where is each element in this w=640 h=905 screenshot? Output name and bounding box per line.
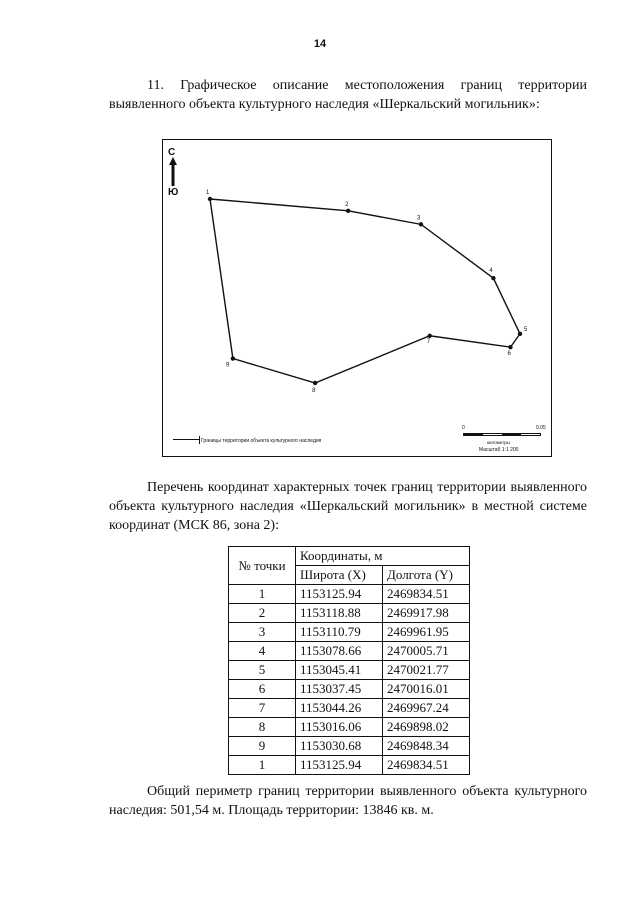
boundary-vertex: [231, 356, 235, 360]
scale-bar: [463, 433, 541, 436]
boundary-vertex: [419, 222, 423, 226]
cell-latitude: 1153125.94: [296, 756, 383, 775]
cell-latitude: 1153030.68: [296, 737, 383, 756]
boundary-vertex: [313, 381, 317, 385]
cell-point-number: 6: [229, 680, 296, 699]
table-row: [229, 680, 470, 699]
cell-latitude: 1153044.26: [296, 699, 383, 718]
cell-point-number: 7: [229, 699, 296, 718]
vertex-label: 5: [524, 326, 528, 333]
scale-unit: километры: [487, 440, 510, 445]
cell-latitude: 1153037.45: [296, 680, 383, 699]
cell-latitude: 1153016.06: [296, 718, 383, 737]
territory-boundary: [210, 199, 520, 383]
vertex-label: 2: [345, 201, 349, 208]
table-row: [229, 661, 470, 680]
cell-point-number: 9: [229, 737, 296, 756]
perimeter-area-summary: Общий периметр границ территории выявленного объекта культурного наследия: 501,54 м. Площадь территории: 13846 кв. м.: [109, 784, 587, 818]
vertex-label: 6: [507, 351, 511, 358]
cell-latitude: 1153078.66: [296, 642, 383, 661]
cell-latitude: 1153118.88: [296, 604, 383, 623]
legend-line-icon: [173, 439, 199, 440]
boundary-vertex: [208, 197, 212, 201]
coordinates-table: [228, 546, 470, 775]
vertex-label: 8: [312, 388, 316, 394]
boundary-vertex: [518, 332, 522, 336]
boundary-vertex: [428, 334, 432, 338]
scale-start: 0: [462, 425, 465, 431]
cell-latitude: 1153110.79: [296, 623, 383, 642]
cell-longitude: 2469898.02: [383, 718, 470, 737]
cell-longitude: 2470021.77: [383, 661, 470, 680]
scale-end: 0.05: [536, 425, 546, 431]
table-row: [229, 756, 470, 775]
legend-tick: [199, 436, 200, 444]
north-arrow-icon: [169, 157, 177, 186]
cell-longitude: 2469961.95: [383, 623, 470, 642]
cell-latitude: 1153125.94: [296, 585, 383, 604]
cell-point-number: 8: [229, 718, 296, 737]
cell-longitude: 2469917.98: [383, 604, 470, 623]
north-label: С: [168, 147, 176, 158]
header-coordinates: Координаты, м: [296, 547, 470, 566]
vertex-label: 3: [416, 215, 421, 222]
cell-longitude: 2469834.51: [383, 585, 470, 604]
cell-point-number: 1: [229, 756, 296, 775]
header-latitude: Широта (X): [296, 566, 383, 585]
section-heading: 11. Графическое описание местоположения границ территории выявленного объекта культурного наследия «Шеркальский могильник»:: [109, 78, 587, 112]
table-row: [229, 604, 470, 623]
cell-point-number: 5: [229, 661, 296, 680]
vertex-label: 4: [489, 268, 493, 275]
table-row: [229, 718, 470, 737]
cell-point-number: 4: [229, 642, 296, 661]
boundary-map-canvas: [163, 140, 553, 458]
south-label: Ю: [168, 187, 179, 198]
boundary-vertex: [508, 345, 512, 349]
vertex-label: 9: [225, 362, 230, 369]
cell-longitude: 2470016.01: [383, 680, 470, 699]
header-point-number: № точки: [229, 547, 296, 585]
cell-latitude: 1153045.41: [296, 661, 383, 680]
vertex-label: 7: [426, 338, 431, 345]
coordinates-intro: Перечень координат характерных точек границ территории выявленного объекта культурного наследия «Шеркальский могильник» в местной системе координат (МСК 86, зона 2):: [109, 480, 587, 533]
vertex-label: 1: [206, 190, 210, 196]
boundary-map: [162, 139, 552, 457]
cell-longitude: 2469834.51: [383, 756, 470, 775]
cell-longitude: 2469967.24: [383, 699, 470, 718]
page-number: 14: [313, 38, 327, 50]
boundary-vertex: [346, 209, 350, 213]
header-longitude: Долгота (Y): [383, 566, 470, 585]
table-row: [229, 699, 470, 718]
table-header-row: [229, 547, 470, 566]
legend-label: Границы территории объекта культурного наследия: [201, 438, 322, 444]
table-row: [229, 737, 470, 756]
table-row: [229, 642, 470, 661]
cell-point-number: 2: [229, 604, 296, 623]
scale-ratio: Масштаб 1:1 200: [479, 447, 519, 453]
table-row: [229, 585, 470, 604]
cell-point-number: 1: [229, 585, 296, 604]
cell-longitude: 2469848.34: [383, 737, 470, 756]
cell-point-number: 3: [229, 623, 296, 642]
table-row: [229, 623, 470, 642]
cell-longitude: 2470005.71: [383, 642, 470, 661]
boundary-vertex: [491, 276, 495, 280]
